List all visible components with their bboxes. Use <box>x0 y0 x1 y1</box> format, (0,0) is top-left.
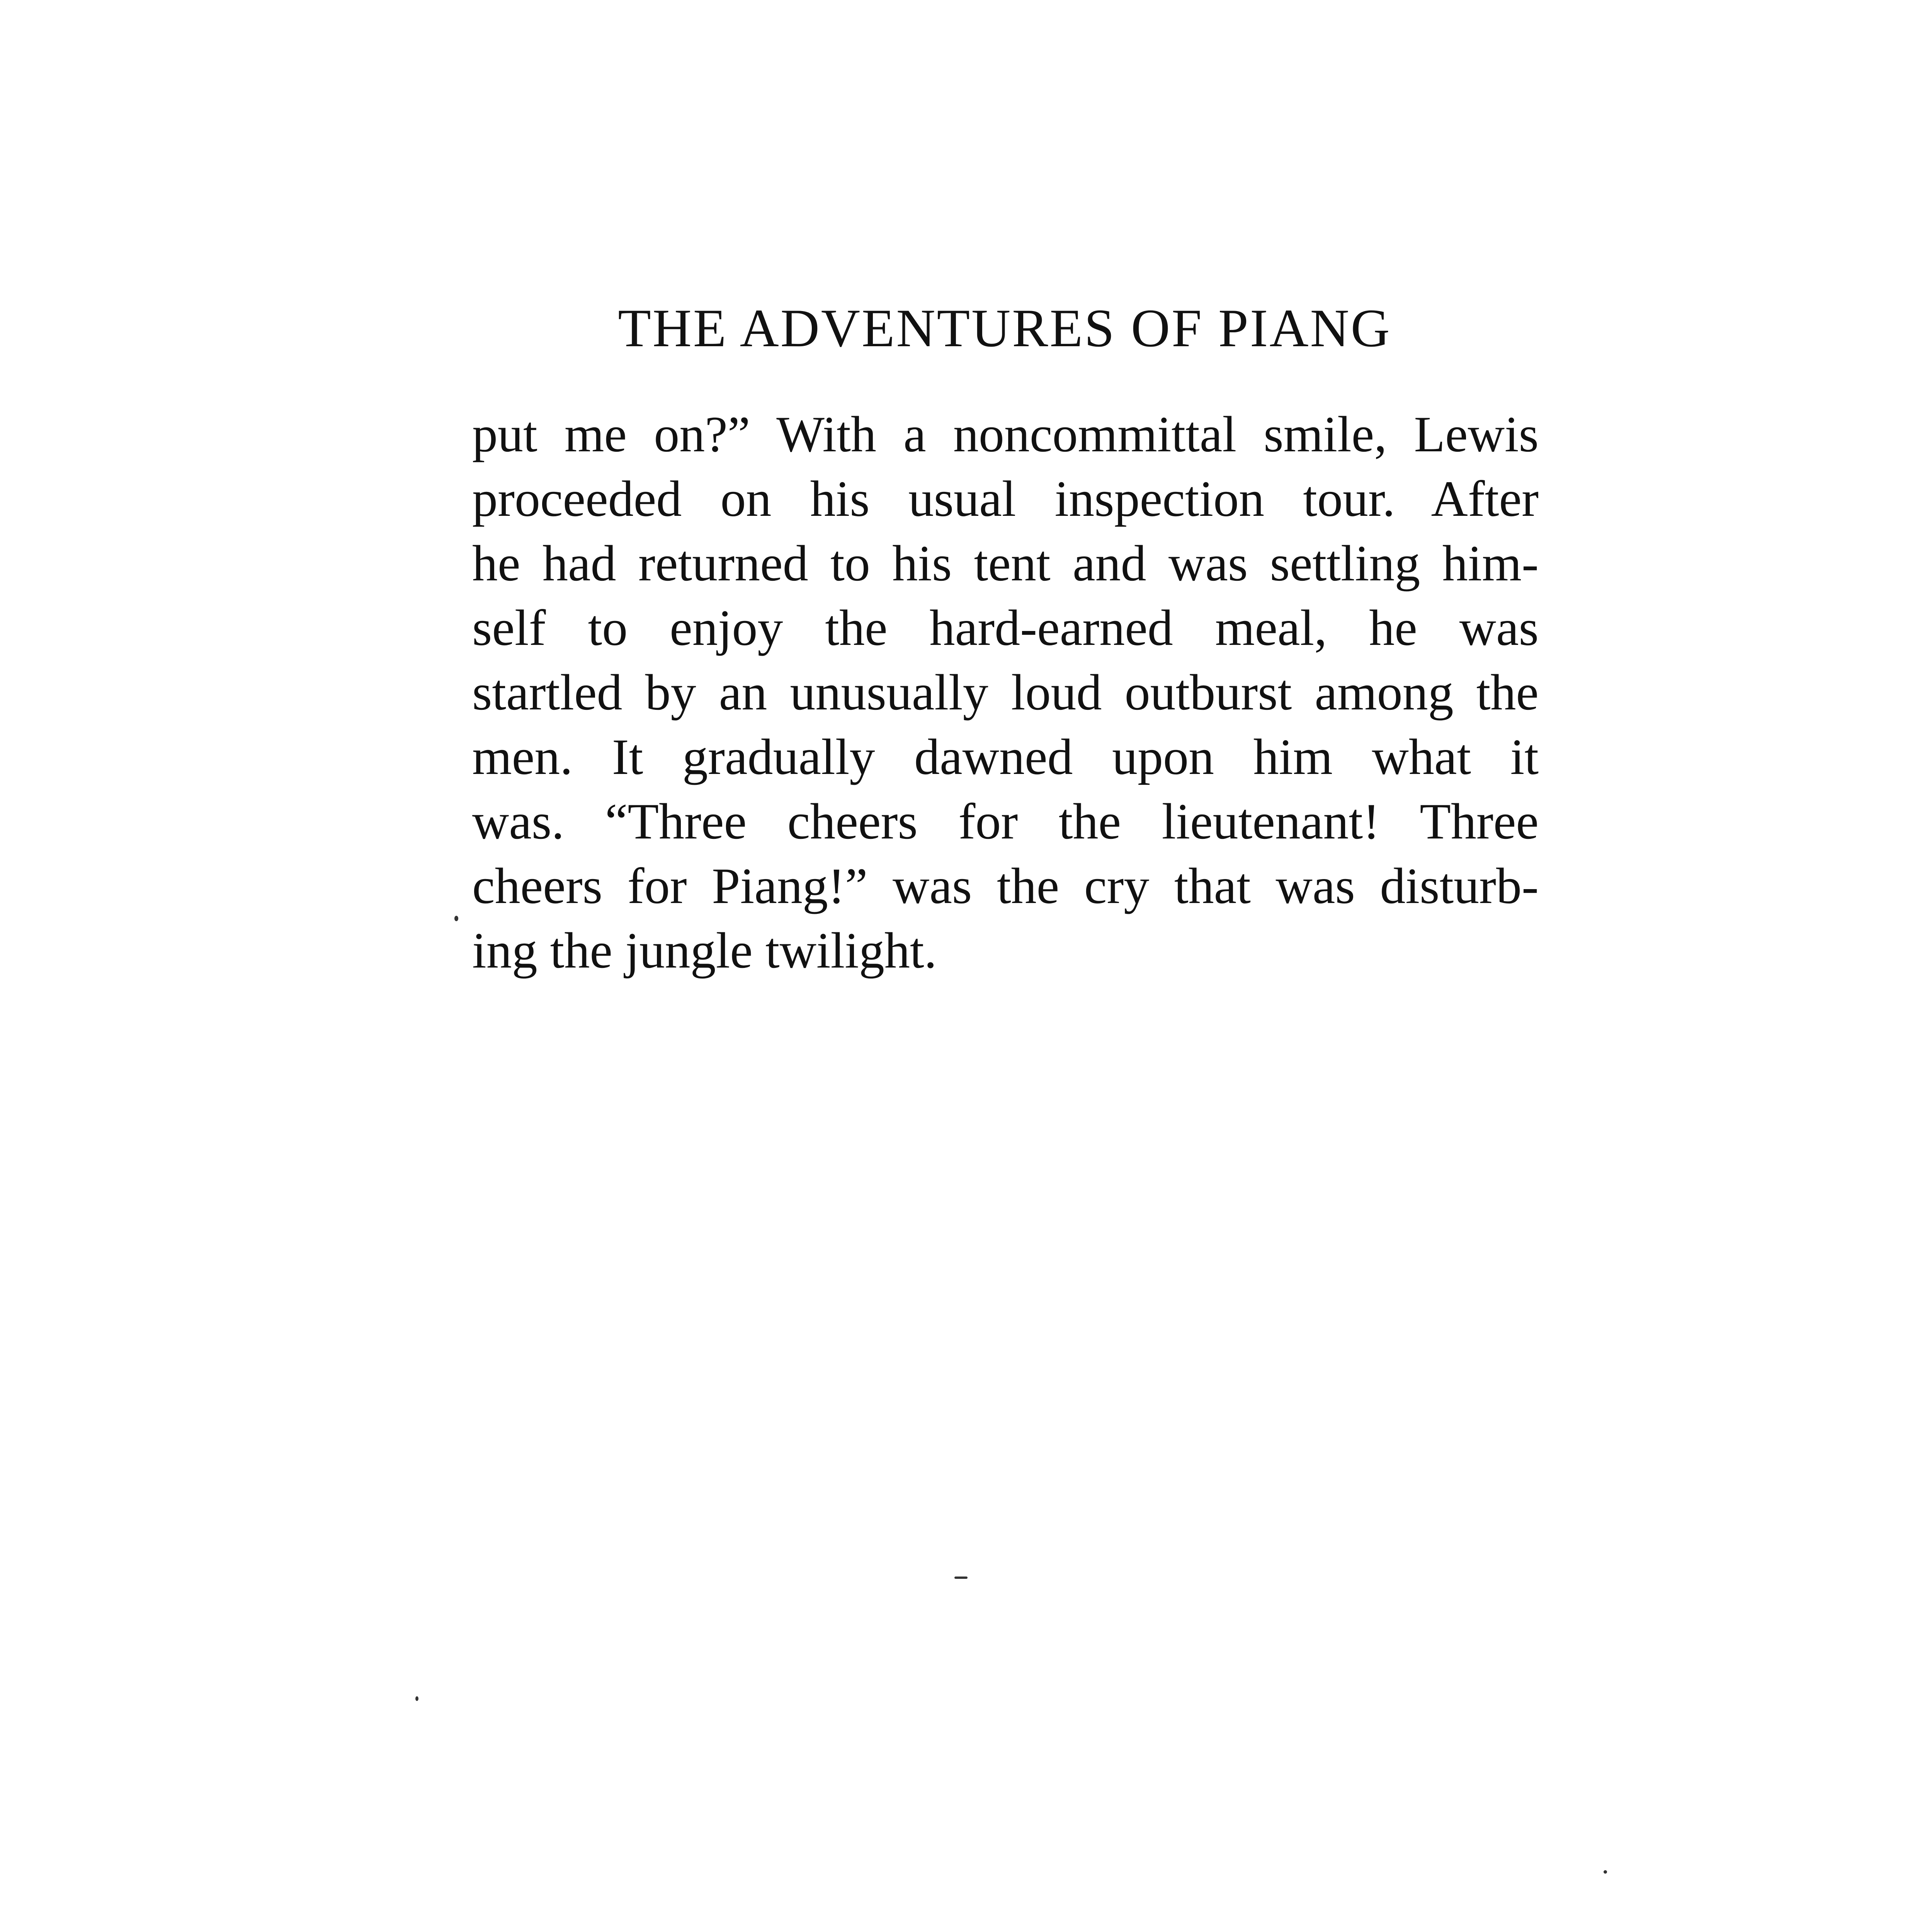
body-line: ing the jungle twilight. <box>472 922 937 979</box>
scan-speck <box>954 1577 968 1579</box>
body-line: startled by an unusually loud outburst among the <box>472 664 1539 721</box>
scan-speck <box>1604 1870 1607 1874</box>
body-line: was. “Three cheers for the lieutenant! Three <box>472 793 1539 850</box>
scan-speck <box>415 1696 418 1701</box>
body-line: men. It gradually dawned upon him what it <box>472 728 1539 785</box>
body-line: proceeded on his usual inspection tour. After <box>472 470 1539 527</box>
body-line: self to enjoy the hard-earned meal, he was <box>472 599 1539 656</box>
body-line: he had returned to his tent and was settling him- <box>472 535 1539 592</box>
body-line: put me on?” With a noncommittal smile, Lewis <box>472 406 1539 463</box>
body-text <box>472 402 1539 983</box>
running-head: THE ADVENTURES OF PIANG <box>618 298 1391 358</box>
scan-speck <box>454 916 458 921</box>
body-line: cheers for Piang!” was the cry that was disturb- <box>472 857 1539 914</box>
